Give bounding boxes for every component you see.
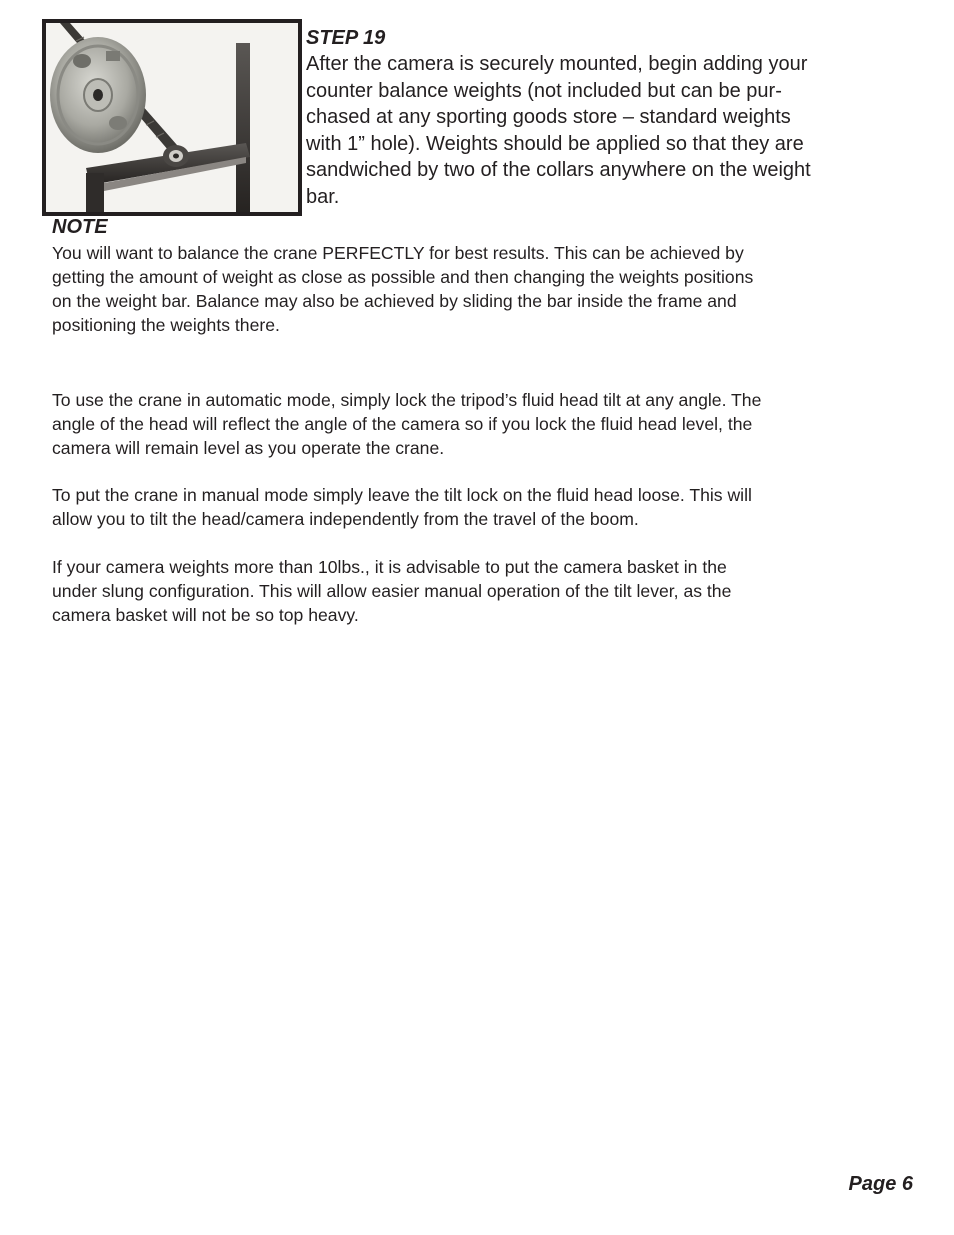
heavy-camera-line: camera basket will not be so top heavy. (52, 605, 359, 625)
heavy-camera-line: If your camera weights more than 10lbs., it is advisable to put the camera basket in the (52, 557, 727, 577)
manual-mode-line: To put the crane in manual mode simply leave the tilt lock on the fluid head loose. This will (52, 485, 752, 505)
note-line: on the weight bar. Balance may also be achieved by sliding the bar inside the frame and (52, 291, 737, 311)
manual-mode-paragraph (52, 483, 912, 531)
step-line: bar. (306, 185, 340, 208)
heavy-camera-paragraph (52, 555, 912, 627)
note-paragraph (52, 241, 912, 337)
weight-bar-photo (42, 19, 302, 216)
note-line: getting the amount of weight as close as possible and then changing the weights positions (52, 267, 754, 287)
frame-rail-right (236, 43, 250, 212)
step-line: with 1” hole). Weights should be applied so that they are (306, 132, 804, 155)
weight-bar-illustration (46, 23, 298, 212)
step-instructions (306, 51, 906, 210)
note-heading: NOTE (52, 216, 108, 238)
automatic-mode-line: camera will remain level as you operate the crane. (52, 438, 445, 458)
frame-rail-left (86, 173, 104, 212)
heavy-camera-line: under slung configuration. This will allow easier manual operation of the tilt lever, as the (52, 581, 732, 601)
step-line: sandwiched by two of the collars anywhere on the weight (306, 159, 811, 181)
automatic-mode-line: angle of the head will reflect the angle of the camera so if you lock the fluid head level, the (52, 414, 753, 434)
automatic-mode-line: To use the crane in automatic mode, simply lock the tripod’s fluid head tilt at any angle. The (52, 390, 762, 410)
page-number: Page 6 (848, 1173, 913, 1195)
step-line: counter balance weights (not included but can be pur- (306, 79, 782, 102)
note-line: positioning the weights there. (52, 315, 280, 335)
step-line: chased at any sporting goods store – standard weights (306, 106, 791, 128)
note-line: You will want to balance the crane PERFECTLY for best results. This can be achieved by (52, 243, 744, 263)
manual-mode-line: allow you to tilt the head/camera independently from the travel of the boom. (52, 509, 639, 529)
step-line: After the camera is securely mounted, begin adding your (306, 53, 808, 75)
automatic-mode-paragraph (52, 388, 912, 460)
step-heading: STEP 19 (306, 27, 386, 49)
